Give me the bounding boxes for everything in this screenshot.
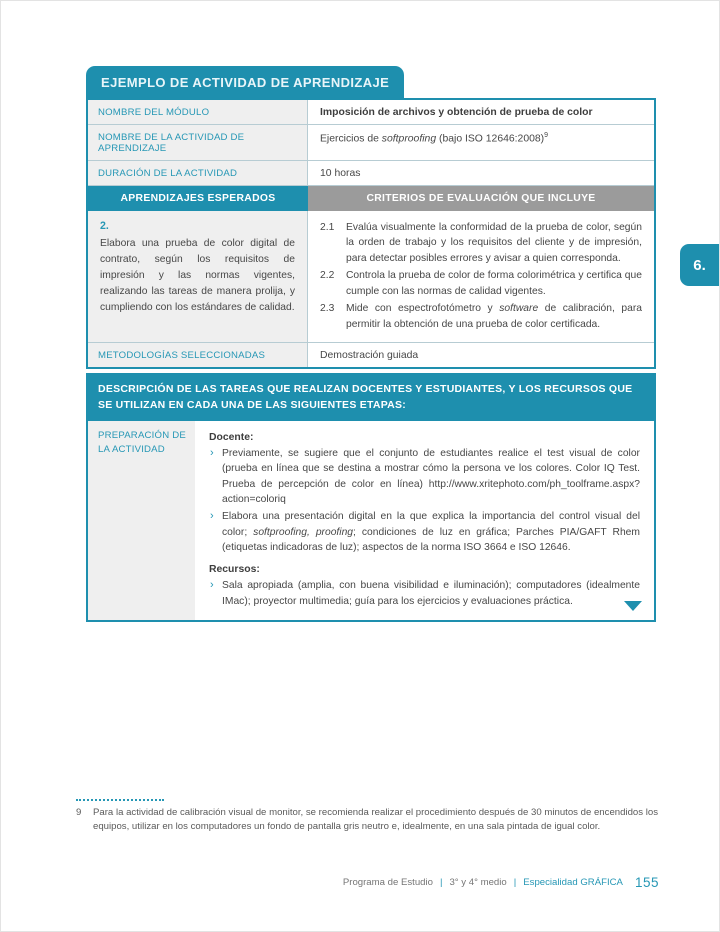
criterion-item: [320, 301, 642, 332]
criterion-item: [320, 268, 642, 299]
bullet-text-pre: Previamente, se sugiere que el conjunto de estudiantes realice el test visual de color (prueba en línea que se destina a mostrar cómo la persona ve los colores. Color IQ Test. Prueba de percepción de color en línea) http://www.xritephoto.com/ph_toolframe.aspx?action=coloriq: [222, 447, 640, 506]
duration-label: DURACIÓN DE LA ACTIVIDAD: [88, 161, 308, 185]
criterion-text-pre: Evalúa visualmente la conformidad de la prueba de color, según la orden de trabajo y los requisitos del cliente y de impresión, para detectar posibles errores y avisar a quien corresponda.: [346, 222, 642, 264]
recursos-bullet-text: [222, 578, 640, 609]
criterion-text: [346, 220, 642, 266]
duration-value: 10 horas: [320, 168, 361, 179]
main-content: [86, 66, 656, 622]
footnote: [76, 806, 658, 835]
activity-name-post: (bajo ISO 12646:2008): [436, 133, 545, 145]
module-label: NOMBRE DEL MÓDULO: [88, 100, 308, 124]
bullet-icon: ›: [210, 510, 214, 523]
footnote-reference: 9: [544, 132, 549, 139]
preparation-label: PREPARACIÓN DE LA ACTIVIDAD: [88, 421, 195, 621]
page-footer: [343, 875, 659, 890]
criterion-text: [346, 301, 642, 332]
criterion-number: 2.1: [320, 222, 335, 233]
criterion-text-pre: Mide con espectrofotómetro y: [346, 303, 500, 315]
table-row-activity-name: [88, 124, 654, 160]
recursos-heading: Recursos:: [209, 564, 260, 576]
chapter-side-tab: 6.: [680, 244, 719, 286]
preparation-row: [88, 421, 654, 621]
recursos-bullet: [209, 578, 640, 609]
docente-bullet-text: [222, 509, 640, 556]
footnote-text: Para la actividad de calibración visual de monitor, se recomienda realizar el procedimiento después de 30 minutos de encendidos los equipos, utilizar en los computadores un fondo de pantalla gris neutro e, idealmente, en una sala pintada de igual color.: [93, 807, 658, 833]
footnote-divider: [76, 799, 164, 801]
footer-separator: |: [439, 877, 443, 888]
criterion-number: 2.3: [320, 303, 335, 315]
activity-name-italic: softproofing: [381, 133, 437, 145]
activity-name-label: NOMBRE DE LA ACTIVIDAD DE APRENDIZAJE: [88, 125, 308, 160]
docente-heading: Docente:: [209, 431, 254, 443]
footer-grade: 3° y 4° medio: [449, 877, 507, 888]
bullet-icon: ›: [210, 579, 214, 592]
docente-bullet: [209, 446, 640, 509]
preparation-content: [195, 421, 654, 621]
table-row-methodology: [88, 342, 654, 367]
methodology-label: METODOLOGÍAS SELECCIONADAS: [88, 343, 308, 367]
activity-name-pre: Ejercicios de: [320, 133, 382, 145]
bullet-text-pre: Elabora una presentación digital en la que explica la importancia del control visual del color;: [222, 511, 640, 538]
docente-bullet-text: [222, 446, 640, 509]
objective-number: 2.: [100, 220, 109, 232]
module-value: Imposición de archivos y obtención de prueba de color: [320, 107, 593, 118]
footer-program: Programa de Estudio: [342, 877, 433, 888]
docente-bullet: [209, 509, 640, 556]
description-block: [86, 373, 656, 622]
table-row-duration: [88, 160, 654, 185]
table-header-row: [88, 185, 654, 211]
criterion-item: [320, 220, 642, 266]
criteria-cell: [308, 211, 654, 342]
footnote-area: [76, 799, 658, 835]
footer-separator: |: [513, 877, 517, 888]
bullet-text-pre: Sala apropiada (amplia, con buena visibilidad e iluminación); computadores (idealmente IMac); proyector multimedia; guía para los ejercicios y evaluaciones práctica.: [222, 580, 640, 607]
table-row-learning-content: [88, 211, 654, 342]
activity-name-value: [308, 125, 654, 160]
expected-learnings-header: APRENDIZAJES ESPERADOS: [88, 186, 308, 211]
objective-text: Elabora una prueba de color digital de contrato, según los requisitos de impresión y las normas vigentes, realizando las tareas de manera prolija, y cumpliendo con los estándares de calidad.: [100, 238, 295, 313]
continues-next-page-arrow-icon: [624, 601, 642, 611]
bullet-text-post: ; condiciones de luz en gráfica; Parches PIA/GAFT Rhem (etiquetas indicadoras de luz); aspectos de la norma ISO 3664 e ISO 12646.: [222, 526, 640, 554]
criterion-number: 2.2: [320, 270, 335, 282]
criterion-text: [346, 268, 642, 299]
evaluation-criteria-header: CRITERIOS DE EVALUACIÓN QUE INCLUYE: [308, 186, 654, 211]
activity-example-title: EJEMPLO DE ACTIVIDAD DE APRENDIZAJE: [86, 66, 404, 98]
methodology-value: Demostración guiada: [320, 350, 419, 362]
criterion-text-post: de calibración, para permitir la obtención de una prueba de color certificada.: [346, 303, 642, 330]
footer-specialty: Especialidad GRÁFICA: [523, 877, 623, 888]
footnote-marker: 9: [76, 807, 82, 818]
bullet-icon: ›: [210, 446, 214, 459]
activity-info-table: [86, 98, 656, 369]
criterion-text-italic: software: [499, 303, 539, 315]
table-row-module: [88, 100, 654, 124]
expected-learning-cell: [88, 211, 308, 342]
bullet-text-italic: softproofing, proofing: [253, 526, 354, 538]
criterion-text-pre: Controla la prueba de color de forma colorimétrica y certifica que cumple con las normas de calidad vigentes.: [346, 270, 642, 297]
tasks-description-band: DESCRIPCIÓN DE LAS TAREAS QUE REALIZAN DOCENTES Y ESTUDIANTES, Y LOS RECURSOS QUE SE UTILIZAN EN CADA UNA DE LAS SIGUIENTES ETAPAS:: [88, 375, 654, 421]
page-number: 155: [634, 875, 659, 890]
